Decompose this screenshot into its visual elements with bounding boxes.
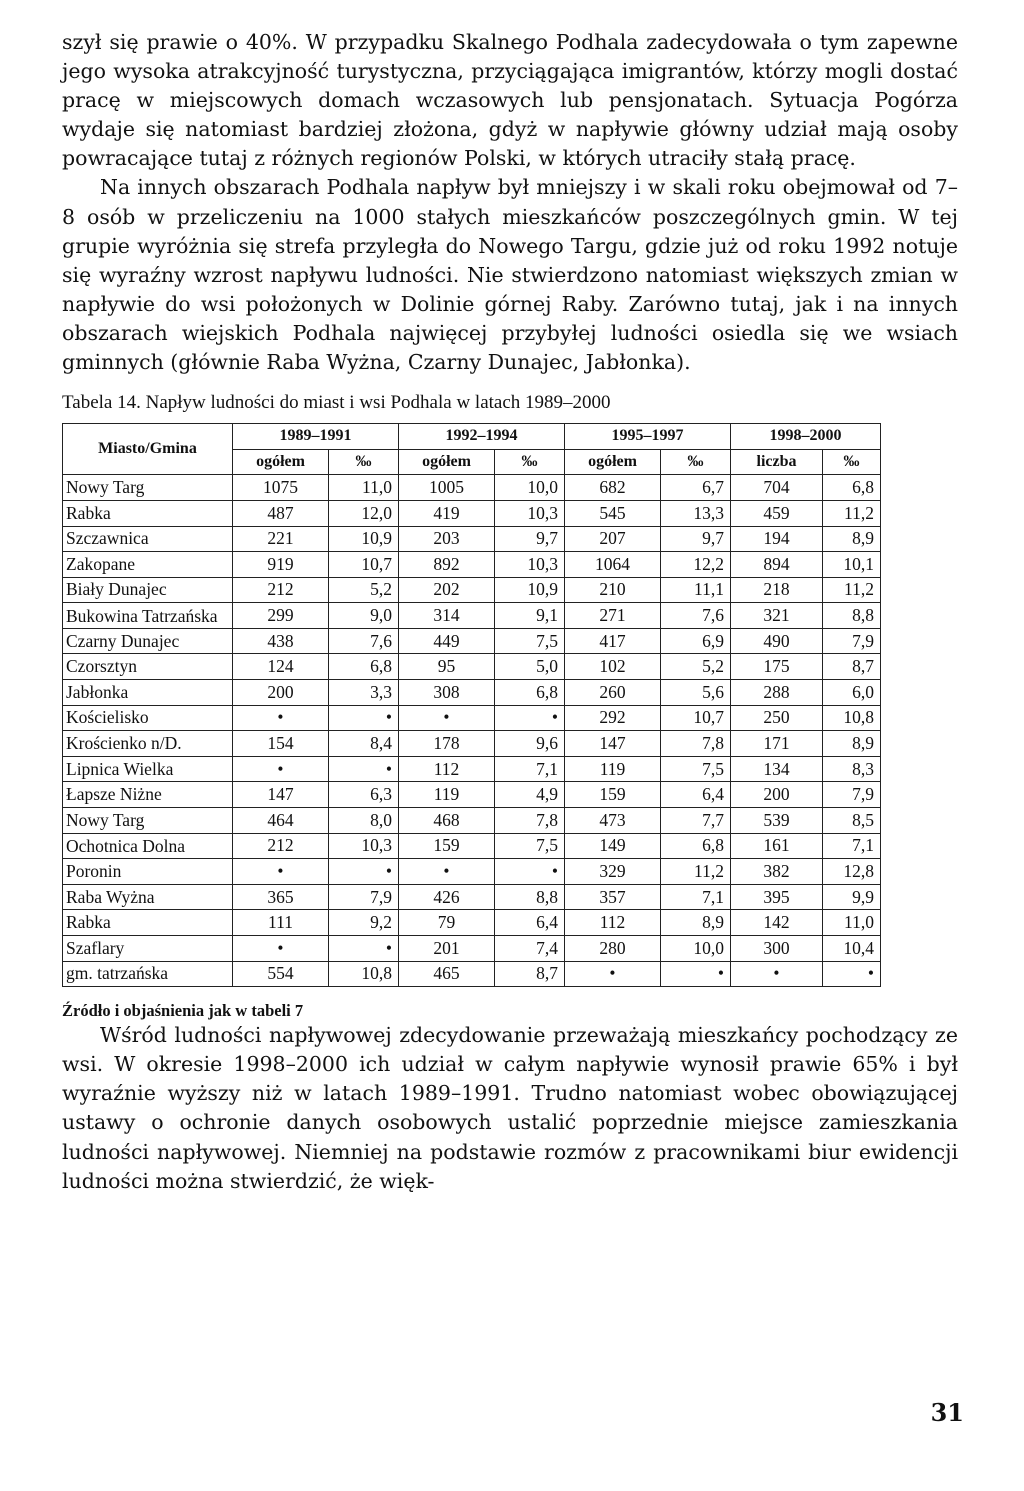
count-cell: 382 <box>731 859 823 885</box>
row-name: Lipnica Wielka <box>63 756 233 782</box>
count-cell: 207 <box>565 526 661 552</box>
permille-cell: 10,7 <box>661 705 731 731</box>
count-cell: 459 <box>731 500 823 526</box>
count-cell: 159 <box>399 833 495 859</box>
count-cell: 321 <box>731 603 823 629</box>
permille-cell: 10,0 <box>661 936 731 962</box>
permille-cell: 8,9 <box>823 526 881 552</box>
paragraph-3: Wśród ludności napływowej zdecydowanie przeważają mieszkańcy pochodzący ze wsi. W okresie 1998–2000 ich udział w całym napływie wynosił prawie 65% i był wyraźnie wyższy niż w latach 1989–1991. Trudno natomiast wobec obowiązującej ustawy o ochronie danych osobowych ustalić poprzednie miejsce zamieszkania ludności napływowej. Niemniej na podstawie rozmów z pracownikami biur ewidencji ludności można stwierdzić, że więk- <box>62 1023 958 1193</box>
count-cell: 210 <box>565 577 661 603</box>
count-cell: • <box>731 961 823 987</box>
count-cell: 438 <box>233 628 329 654</box>
count-cell: 161 <box>731 833 823 859</box>
count-cell: 308 <box>399 680 495 706</box>
subheader: liczba <box>731 449 823 475</box>
permille-cell: 11,1 <box>661 577 731 603</box>
count-cell: 919 <box>233 552 329 578</box>
permille-cell: • <box>329 756 399 782</box>
subheader: ogółem <box>399 449 495 475</box>
permille-cell: 10,3 <box>495 552 565 578</box>
count-cell: • <box>399 859 495 885</box>
permille-cell: 6,7 <box>661 475 731 501</box>
count-cell: • <box>565 961 661 987</box>
count-cell: 357 <box>565 884 661 910</box>
count-cell: 171 <box>731 731 823 757</box>
permille-cell: 6,3 <box>329 782 399 808</box>
row-name: Bukowina Tatrzańska <box>63 603 233 629</box>
count-cell: 288 <box>731 680 823 706</box>
table-row <box>63 705 881 731</box>
permille-cell: 9,0 <box>329 603 399 629</box>
count-cell: 147 <box>565 731 661 757</box>
subheader: ogółem <box>565 449 661 475</box>
row-name: Szczawnica <box>63 526 233 552</box>
permille-cell: 9,7 <box>661 526 731 552</box>
permille-cell: 11,2 <box>661 859 731 885</box>
count-cell: 468 <box>399 808 495 834</box>
permille-cell: 6,9 <box>661 628 731 654</box>
permille-cell: 6,8 <box>329 654 399 680</box>
count-cell: 545 <box>565 500 661 526</box>
count-cell: 202 <box>399 577 495 603</box>
table-row <box>63 782 881 808</box>
permille-cell: 7,5 <box>495 833 565 859</box>
count-cell: 1005 <box>399 475 495 501</box>
table-row <box>63 731 881 757</box>
permille-cell: 8,8 <box>823 603 881 629</box>
period-header: 1992–1994 <box>399 424 565 450</box>
count-cell: 465 <box>399 961 495 987</box>
permille-cell: 11,2 <box>823 577 881 603</box>
count-cell: • <box>233 756 329 782</box>
row-name: Biały Dunajec <box>63 577 233 603</box>
permille-cell: • <box>329 705 399 731</box>
table-row <box>63 654 881 680</box>
count-cell: 112 <box>399 756 495 782</box>
table-row <box>63 936 881 962</box>
count-cell: 102 <box>565 654 661 680</box>
permille-cell: 10,9 <box>495 577 565 603</box>
count-cell: 149 <box>565 833 661 859</box>
permille-cell: 10,8 <box>823 705 881 731</box>
permille-cell: • <box>495 705 565 731</box>
count-cell: 260 <box>565 680 661 706</box>
row-name: Poronin <box>63 859 233 885</box>
count-cell: 200 <box>731 782 823 808</box>
count-cell: • <box>233 859 329 885</box>
count-cell: 95 <box>399 654 495 680</box>
table-caption: Tabela 14. Napływ ludności do miast i wsi Podhala w latach 1989–2000 <box>62 392 611 414</box>
count-cell: 299 <box>233 603 329 629</box>
count-cell: 79 <box>399 910 495 936</box>
count-cell: 449 <box>399 628 495 654</box>
count-cell: 487 <box>233 500 329 526</box>
paragraph-1: szył się prawie o 40%. W przypadku Skalnego Podhala zadecydowała o tym zapewne jego wysoka atrakcyjność turystyczna, przyciągająca imigrantów, którzy mogli dostać pracę w miejscowych domach wczasowych lub pensjonatach. Sytuacja Pogórza wydaje się natomiast bardziej złożona, gdyż w napływie główny udział mają osoby powracające tutaj z różnych regionów Polski, w których utraciły stałą pracę. <box>62 30 958 171</box>
table-row <box>63 603 881 629</box>
count-cell: 119 <box>399 782 495 808</box>
permille-cell: 7,1 <box>495 756 565 782</box>
period-header: 1995–1997 <box>565 424 731 450</box>
permille-cell: 10,0 <box>495 475 565 501</box>
table-row <box>63 680 881 706</box>
permille-cell: 10,3 <box>495 500 565 526</box>
table-row <box>63 910 881 936</box>
count-cell: 134 <box>731 756 823 782</box>
permille-cell: 11,0 <box>329 475 399 501</box>
permille-cell: 8,5 <box>823 808 881 834</box>
permille-cell: 9,9 <box>823 884 881 910</box>
row-name: Nowy Targ <box>63 808 233 834</box>
table-header-row-periods <box>63 424 881 450</box>
count-cell: 159 <box>565 782 661 808</box>
permille-cell: 12,0 <box>329 500 399 526</box>
table-row <box>63 526 881 552</box>
count-cell: 175 <box>731 654 823 680</box>
permille-cell: 7,1 <box>661 884 731 910</box>
permille-cell: 11,0 <box>823 910 881 936</box>
table-row <box>63 628 881 654</box>
count-cell: 300 <box>731 936 823 962</box>
row-name: Raba Wyżna <box>63 884 233 910</box>
table-body <box>63 475 881 987</box>
permille-cell: 9,7 <box>495 526 565 552</box>
row-name: Rabka <box>63 910 233 936</box>
table-row <box>63 859 881 885</box>
permille-cell: 10,9 <box>329 526 399 552</box>
period-header: 1989–1991 <box>233 424 399 450</box>
count-cell: 1075 <box>233 475 329 501</box>
permille-cell: 7,4 <box>495 936 565 962</box>
permille-cell: 7,9 <box>823 628 881 654</box>
permille-cell: 12,8 <box>823 859 881 885</box>
permille-cell: 8,0 <box>329 808 399 834</box>
period-header: 1998–2000 <box>731 424 881 450</box>
count-cell: 212 <box>233 577 329 603</box>
count-cell: 147 <box>233 782 329 808</box>
permille-cell: 7,5 <box>495 628 565 654</box>
count-cell: • <box>233 705 329 731</box>
permille-cell: 7,5 <box>661 756 731 782</box>
permille-cell: 10,4 <box>823 936 881 962</box>
count-cell: 1064 <box>565 552 661 578</box>
subheader: ‰ <box>823 449 881 475</box>
count-cell: 473 <box>565 808 661 834</box>
row-name: Krościenko n/D. <box>63 731 233 757</box>
count-cell: 365 <box>233 884 329 910</box>
permille-cell: 5,2 <box>329 577 399 603</box>
table-row <box>63 500 881 526</box>
permille-cell: 3,3 <box>329 680 399 706</box>
count-cell: 200 <box>233 680 329 706</box>
count-cell: 271 <box>565 603 661 629</box>
permille-cell: 7,8 <box>661 731 731 757</box>
count-cell: 292 <box>565 705 661 731</box>
count-cell: 201 <box>399 936 495 962</box>
permille-cell: 6,8 <box>661 833 731 859</box>
table-row <box>63 808 881 834</box>
count-cell: 395 <box>731 884 823 910</box>
permille-cell: 10,3 <box>329 833 399 859</box>
count-cell: 329 <box>565 859 661 885</box>
count-cell: 250 <box>731 705 823 731</box>
row-name: Zakopane <box>63 552 233 578</box>
permille-cell: • <box>495 859 565 885</box>
count-cell: 704 <box>731 475 823 501</box>
permille-cell: 7,8 <box>495 808 565 834</box>
row-name: Szaflary <box>63 936 233 962</box>
permille-cell: 7,7 <box>661 808 731 834</box>
permille-cell: 9,2 <box>329 910 399 936</box>
permille-cell: 5,2 <box>661 654 731 680</box>
permille-cell: 10,7 <box>329 552 399 578</box>
permille-cell: 7,1 <box>823 833 881 859</box>
row-name: Rabka <box>63 500 233 526</box>
migration-table <box>62 423 881 987</box>
permille-cell: 8,3 <box>823 756 881 782</box>
table-row <box>63 961 881 987</box>
permille-cell: 13,3 <box>661 500 731 526</box>
count-cell: • <box>233 936 329 962</box>
count-cell: 194 <box>731 526 823 552</box>
subheader: ogółem <box>233 449 329 475</box>
count-cell: 203 <box>399 526 495 552</box>
permille-cell: 8,4 <box>329 731 399 757</box>
permille-cell: 8,7 <box>823 654 881 680</box>
permille-cell: 9,6 <box>495 731 565 757</box>
count-cell: 417 <box>565 628 661 654</box>
row-name: Ochotnica Dolna <box>63 833 233 859</box>
count-cell: 212 <box>233 833 329 859</box>
count-cell: 464 <box>233 808 329 834</box>
permille-cell: 7,9 <box>329 884 399 910</box>
row-name: Kościelisko <box>63 705 233 731</box>
subheader: ‰ <box>661 449 731 475</box>
permille-cell: 6,4 <box>495 910 565 936</box>
permille-cell: • <box>823 961 881 987</box>
permille-cell: 8,9 <box>661 910 731 936</box>
row-name: Czarny Dunajec <box>63 628 233 654</box>
count-cell: 280 <box>565 936 661 962</box>
count-cell: 111 <box>233 910 329 936</box>
permille-cell: 4,9 <box>495 782 565 808</box>
permille-cell: 11,2 <box>823 500 881 526</box>
paragraph-2: Na innych obszarach Podhala napływ był mniejszy i w skali roku obejmował od 7–8 osób w przeliczeniu na 1000 stałych mieszkańców poszczególnych gmin. W tej grupie wyróżnia się strefa przyległa do Nowego Targu, gdzie już od roku 1992 notuje się wyraźny wzrost napływu ludności. Nie stwierdzono natomiast większych zmian w napływie do wsi położonych w Dolinie górnej Raby. Zarówno tutaj, jak i na innych obszarach wiejskich Podhala najwięcej przybyłej ludności osiedla się we wsiach gminnych (głównie Raba Wyżna, Czarny Dunajec, Jabłonka). <box>62 175 958 375</box>
count-cell: 218 <box>731 577 823 603</box>
permille-cell: 6,0 <box>823 680 881 706</box>
count-cell: 178 <box>399 731 495 757</box>
permille-cell: 5,0 <box>495 654 565 680</box>
count-cell: 124 <box>233 654 329 680</box>
subheader: ‰ <box>495 449 565 475</box>
permille-cell: 8,9 <box>823 731 881 757</box>
table-row <box>63 884 881 910</box>
permille-cell: 12,2 <box>661 552 731 578</box>
permille-cell: 9,1 <box>495 603 565 629</box>
subheader: ‰ <box>329 449 399 475</box>
row-name: Jabłonka <box>63 680 233 706</box>
count-cell: 154 <box>233 731 329 757</box>
count-cell: 539 <box>731 808 823 834</box>
corner-header: Miasto/Gmina <box>63 424 233 475</box>
permille-cell: 8,8 <box>495 884 565 910</box>
count-cell: 426 <box>399 884 495 910</box>
permille-cell: 5,6 <box>661 680 731 706</box>
page-body <box>62 28 958 1196</box>
count-cell: • <box>399 705 495 731</box>
table-row <box>63 833 881 859</box>
table-row <box>63 577 881 603</box>
permille-cell: 7,6 <box>661 603 731 629</box>
row-name: Łapsze Niżne <box>63 782 233 808</box>
count-cell: 554 <box>233 961 329 987</box>
count-cell: 892 <box>399 552 495 578</box>
count-cell: 490 <box>731 628 823 654</box>
permille-cell: 7,6 <box>329 628 399 654</box>
count-cell: 419 <box>399 500 495 526</box>
permille-cell: • <box>329 936 399 962</box>
count-cell: 112 <box>565 910 661 936</box>
source-note: Źródło i objaśnienia jak w tabeli 7 <box>62 1001 304 1021</box>
permille-cell: 6,8 <box>495 680 565 706</box>
count-cell: 119 <box>565 756 661 782</box>
permille-cell: 6,8 <box>823 475 881 501</box>
count-cell: 221 <box>233 526 329 552</box>
table-row <box>63 552 881 578</box>
permille-cell: • <box>329 859 399 885</box>
count-cell: 682 <box>565 475 661 501</box>
table-row <box>63 475 881 501</box>
permille-cell: 8,7 <box>495 961 565 987</box>
count-cell: 142 <box>731 910 823 936</box>
row-name: Nowy Targ <box>63 475 233 501</box>
table-row <box>63 756 881 782</box>
permille-cell: 10,1 <box>823 552 881 578</box>
count-cell: 314 <box>399 603 495 629</box>
permille-cell: 6,4 <box>661 782 731 808</box>
page-number: 31 <box>930 1398 964 1427</box>
row-name: gm. tatrzańska <box>63 961 233 987</box>
permille-cell: 10,8 <box>329 961 399 987</box>
permille-cell: 7,9 <box>823 782 881 808</box>
permille-cell: • <box>661 961 731 987</box>
count-cell: 894 <box>731 552 823 578</box>
row-name: Czorsztyn <box>63 654 233 680</box>
